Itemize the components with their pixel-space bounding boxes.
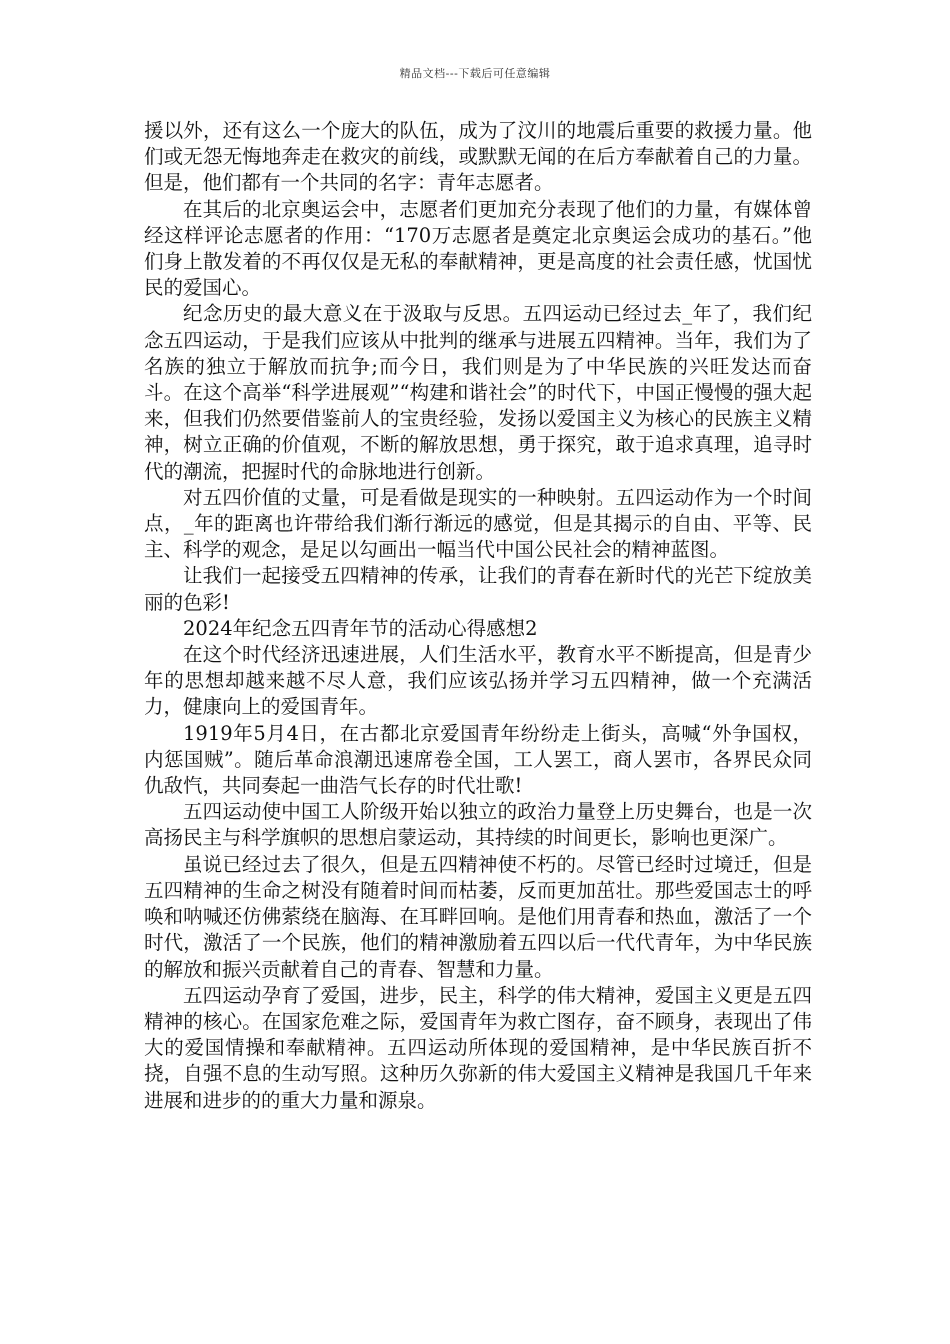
paragraph-1: 援以外，还有这么一个庞大的队伍，成为了汶川的地震后重要的救援力量。他们或无怨无悔地奔走在救灾的前线，或默默无闻的在后方奉献着自己的力量。但是，他们都有一个共同的名字：青年志愿者。 — [144, 119, 812, 195]
paragraph-10: 五四运动孕育了爱国，进步，民主，科学的伟大精神，爱国主义更是五四精神的核心。在国家危难之际，爱国青年为救亡图存，奋不顾身，表现出了伟大的爱国情操和奉献精神。五四运动所体现的爱国精神，是中华民族百折不挠，自强不息的生动写照。这种历久弥新的伟大爱国主义精神是我国几千年来进展和进步的的重大力量和源泉。 — [144, 983, 812, 1112]
paragraph-3: 纪念历史的最大意义在于汲取与反思。五四运动已经过去_年了，我们纪念五四运动，于是我们应该从中批判的继承与进展五四精神。当年，我们为了名族的独立于解放而抗争;而今日，我们则是为了中华民族的兴旺发达而奋斗。在这个高举“科学进展观”“构建和谐社会”的时代下，中国正慢慢的强大起来，但我们仍然要借鉴前人的宝贵经验，发扬以爱国主义为核心的民族主义精神，树立正确的价值观，不断的解放思想，勇于探究，敢于追求真理，追寻时代的潮流，把握时代的命脉地进行创新。 — [144, 302, 812, 483]
section-heading: 2024年纪念五四青年节的活动心得感想2 — [183, 616, 538, 640]
paragraph-7: 1919年5月4日，在古都北京爱国青年纷纷走上街头，高喊“外争国权，内惩国贼”。随后革命浪潮迅速席卷全国，工人罢工，商人罢市，各界民众同仇敌忾，共同奏起一曲浩气长存的时代壮歌! — [144, 721, 812, 798]
paragraph-2: 在其后的北京奥运会中，志愿者们更加充分表现了他们的力量，有媒体曾经这样评论志愿者的作用：“170万志愿者是奠定北京奥运会成功的基石。”他们身上散发着的不再仅仅是无私的奉献精神，更是高度的社会责任感，忧国忧民的爱国心。 — [144, 197, 812, 300]
paragraph-8: 五四运动使中国工人阶级开始以独立的政治力量登上历史舞台，也是一次高扬民主与科学旗帜的思想启蒙运动，其持续的时间更长，影响也更深广。 — [144, 800, 812, 850]
paragraph-9: 虽说已经过去了很久，但是五四精神使不朽的。尽管已经时过境迁，但是五四精神的生命之树没有随着时间而枯萎，反而更加茁壮。那些爱国志士的呼唤和呐喊还仿佛萦绕在脑海、在耳畔回响。是他们用青春和热血，激活了一个时代，激活了一个民族，他们的精神激励着五四以后一代代青年，为中华民族的解放和振兴贡献着自己的青春、智慧和力量。 — [144, 852, 812, 981]
paragraph-5: 让我们一起接受五四精神的传承，让我们的青春在新时代的光芒下绽放美丽的色彩! — [144, 564, 812, 614]
paragraph-6: 在这个时代经济迅速进展，人们生活水平，教育水平不断提高，但是青少年的思想却越来越不尽人意，我们应该弘扬并学习五四精神，做一个充满活力，健康向上的爱国青年。 — [144, 643, 812, 719]
page-header: 精品文档---下载后可任意编辑 — [399, 67, 551, 80]
document-body — [144, 118, 812, 1114]
paragraph-4: 对五四价值的丈量，可是看做是现实的一种映射。五四运动作为一个时间点，_年的距离也许带给我们渐行渐远的感觉，但是其揭示的自由、平等、民主、科学的观念，是足以勾画出一幅当代中国公民社会的精神蓝图。 — [144, 485, 812, 562]
